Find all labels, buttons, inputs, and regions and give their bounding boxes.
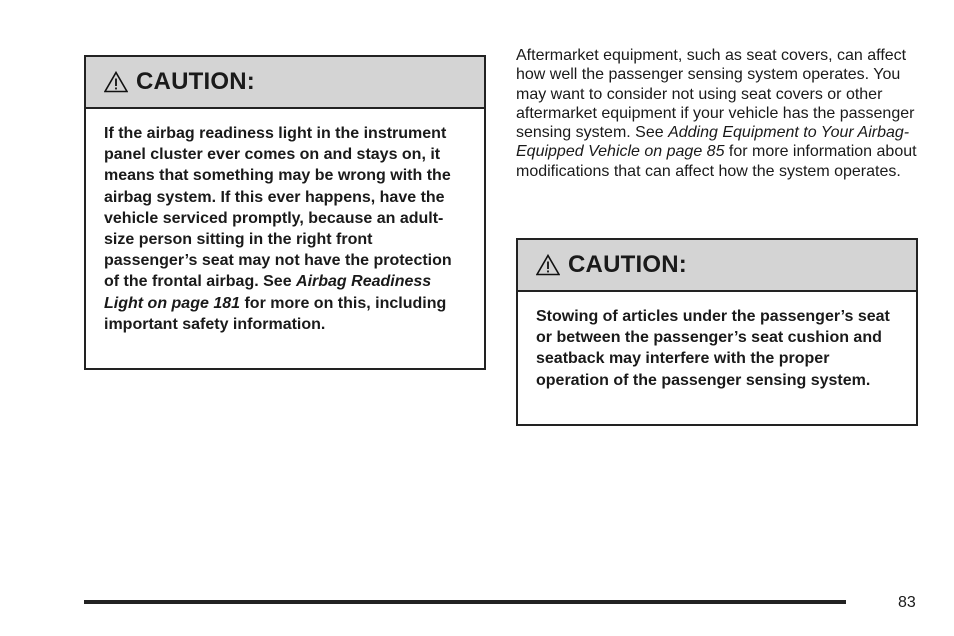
- paragraph-text-part: Aftermarket equipment, such as seat covers, can affect how well the passenger sensing system operates. You may want to consider not using seat covers or other aftermarket equipment if your vehicle has the passenger sensing system. See: [516, 47, 915, 142]
- caution-title: CAUTION:: [568, 251, 687, 278]
- caution-header: [518, 240, 916, 292]
- caution-text-part: for more on this, including important safety information.: [104, 294, 447, 333]
- caution-box-airbag-light: [84, 55, 486, 370]
- caution-box-stowing-articles: [516, 238, 918, 426]
- aftermarket-equipment-paragraph: [516, 46, 926, 181]
- paragraph-text-part: for more information about modifications that can affect how the system operates.: [516, 143, 917, 180]
- warning-triangle-icon: [104, 71, 128, 93]
- caution-text: [86, 109, 484, 349]
- warning-triangle-icon: [536, 254, 560, 276]
- caution-header: [86, 57, 484, 109]
- caution-title: CAUTION:: [136, 68, 255, 95]
- cross-reference-link: Adding Equipment to Your Airbag-Equipped Vehicle on page 85: [516, 124, 910, 161]
- footer-rule: [84, 600, 846, 604]
- caution-text: Stowing of articles under the passenger’s seat or between the passenger’s seat cushion and seatback may interfere with the proper operation of the passenger sensing system.: [536, 308, 890, 389]
- caution-text-part: If the airbag readiness light in the instrument panel cluster ever comes on and stays on, it means that something may be wrong with the airbag system. If this ever happens, have the vehicle serviced promptly, because an adult-size person sitting in the right front passenger’s seat may not have the protection of the frontal airbag. See: [104, 125, 452, 291]
- cross-reference-link: Airbag Readiness Light on page 181: [104, 273, 432, 312]
- page-number: 83: [898, 594, 916, 611]
